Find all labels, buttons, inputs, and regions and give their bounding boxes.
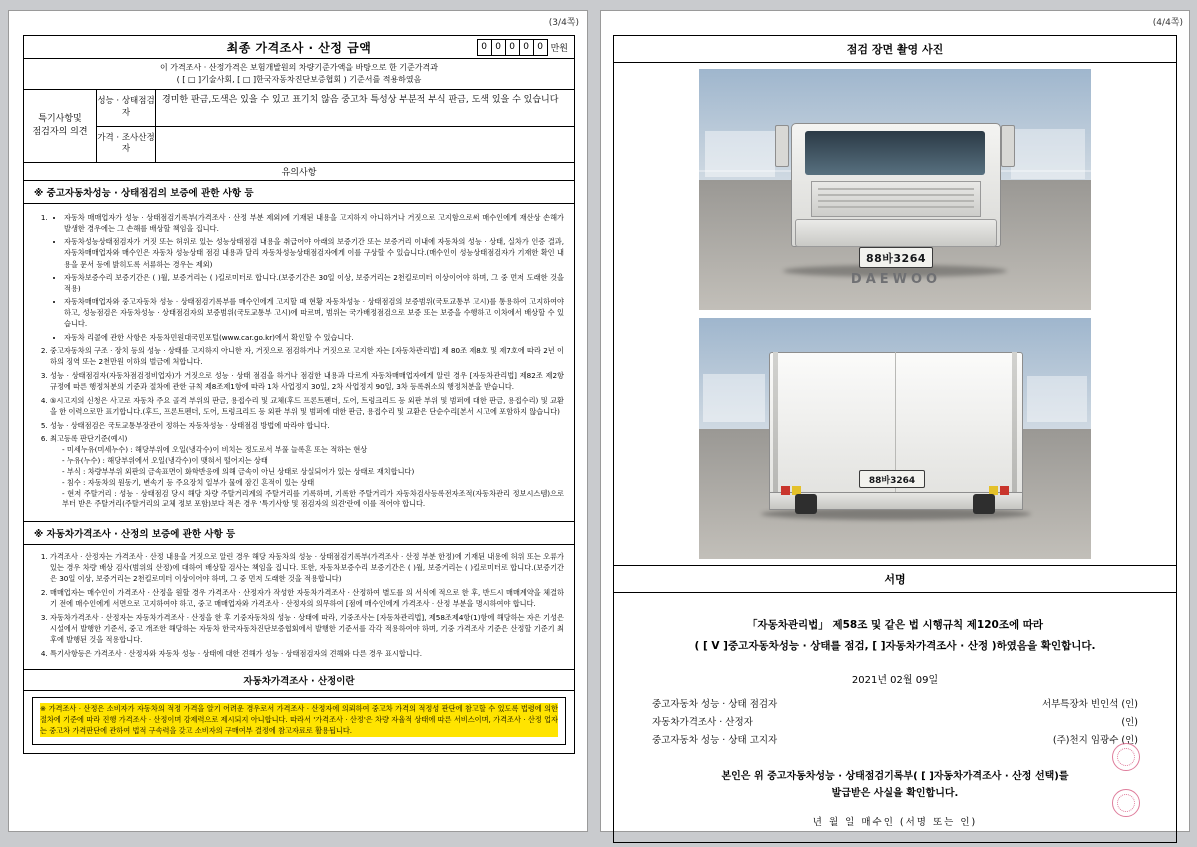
right-content — [613, 35, 1177, 843]
signature-row-notifier — [652, 732, 1138, 750]
section1-item-1-sub-5: • 자동차 리콜에 관한 사항은 자동차민원대국민포털(www.car.go.kr)에서 확인할 수 있습니다. — [64, 332, 564, 343]
front-mirror-left — [775, 125, 789, 167]
section1-item-5: 5. 성능 · 상태점검은 국토교통부장관이 정하는 자동차성능 · 상태점검 방법에 따라야 합니다. — [50, 420, 564, 431]
signature-body — [613, 593, 1177, 843]
front-photo-bg-truck-left — [705, 131, 775, 177]
signature-date: 2021년 02월 09일 — [851, 675, 939, 686]
photo-section-title: 점검 장면 촬영 사진 — [613, 35, 1177, 63]
section1-body — [23, 204, 575, 522]
pricing-definition-title: 자동차가격조사 · 산정이란 — [23, 670, 575, 691]
final-price-title: 최종 가격조사 · 산정 금액 — [226, 40, 372, 55]
front-mirror-right — [1001, 125, 1015, 167]
rear-view-photo — [699, 318, 1091, 559]
section1-item-1 — [50, 212, 564, 343]
photo-area — [613, 63, 1177, 566]
legal-line-1: 「자동차관리법」 제58조 및 같은 법 시행규칙 제120조에 따라 — [746, 619, 1044, 631]
signature-role-notifier: 중고자동차 성능 · 상태 고지자 — [652, 735, 778, 747]
rear-license-plate: 88바3264 — [859, 470, 925, 488]
opinion-row-inspector-value: 경미한 판금,도색은 있을 수 있고 표기치 않음 중고차 특성상 부분적 부식 판금, 도색 있을 수 있습니다 — [162, 95, 559, 105]
signature-role-inspector: 중고자동차 성능 · 상태 점검자 — [652, 699, 778, 710]
rear-photo-bg-truck-right — [1027, 376, 1087, 422]
pricing-definition-paragraph: ※ 가격조사 · 산정은 소비자가 자동차의 적정 가격을 알기 어려운 경우로서 가격조사 · 산정자에 의뢰하여 중고차 가격의 적정성 판단에 참고할 수 있도록 법령에 의한 절차에 기준에 따라 진행 가격조사 · 산정이며 강제력으로 제시되지 아니합니다. 따라서 '가격조사 · 산정'은 차량 자율적 상태에 따른 서비스이며, 가격조사 · 산정 업자는 중고차 가격판단에 관하여 법적 구속력을 갖고 소비자의 구매여부 결정에 참고자료로 활용됩니다. — [40, 704, 558, 736]
section2-item-4: 4. 특기사항등은 가격조사 · 산정자와 자동차 성능 · 상태에 대한 견해가 성능 · 상태점검자의 견해와 다른 경우 표시합니다. — [50, 648, 564, 659]
section1-item-3: 3. 성능 · 상태점검자(자동차점검정비업자)가 거짓으로 성능 · 상태 점검을 하거나 점검한 내용과 다르게 자동차매매업자에게 알린 경우 [자동차관리법] 제82조 제2항 규정에 따른 행정처분의 기준과 절차에 관한 규칙 제8조제1항에 따라 1차 사업정지 30일, 2차 사업정지 90일, 3차 등록취소의 행정처분을 받습니다. — [50, 370, 564, 392]
amount-digit-2: 0 — [505, 39, 519, 56]
front-view-photo — [699, 69, 1091, 310]
amount-unit: 만원 — [550, 44, 568, 54]
section1-item-6-sub-1: - 미세누유(미세누수) : 해당부위에 오일(냉각수)이 비치는 정도로서 부풀 늘록흔 또는 적하는 현상 — [62, 445, 564, 456]
amount-digit-cells — [477, 39, 548, 56]
caution-header: 유의사항 — [23, 163, 575, 181]
section1-item-6-sub-4: - 침수 : 자동차의 원동기, 변속기 등 주요장치 일부가 물에 잠긴 흔적이 있는 상태 — [62, 478, 564, 489]
section2-list — [34, 551, 564, 659]
section1-list — [34, 212, 564, 510]
left-sheet — [8, 10, 588, 832]
amount-digit-1: 0 — [491, 39, 505, 56]
front-photo-bg-truck-right — [1011, 129, 1085, 179]
section2-body — [23, 545, 575, 670]
section2-item-1: 1. 가격조사 · 산정자는 가격조사 · 산정 내용을 거짓으로 알린 경우 해당 자동차의 성능 · 상태점검기록부(가격조사 · 산정 부분 한정)에 기재된 내용에 허위 또는 오류가 있는 경우 차량 배상 검사(범위의 산정)에 대하여 배상할 검사는 책임을 집니다. 또한, 자동차보증수리 보증기간은 ( )월, 보증거리는 ( )킬로미터로 합니다.(보증기간은 30일 이상, 보증거리는 2천킬로미터 이상이어야 하며, 그 중 먼저 도래한 것을 적용합니다) — [50, 551, 564, 584]
section1-title: ※ 중고자동차성능 · 상태점검의 보증에 관한 사항 등 — [23, 181, 575, 204]
left-page-number: (3/4쪽) — [548, 18, 579, 28]
pricing-definition-body — [23, 691, 575, 753]
opinion-row-appraiser-value — [156, 127, 574, 163]
buyer-signature-line: 년 월 일 매수인 (서명 또는 인) — [812, 817, 978, 828]
section1-item-1-sub-3: • 자동차보증수리 보증기간은 ( )월, 보증거리는 ( )킬로미터로 합니다.(보증기간은 30일 이상, 보증거리는 2천킬로미터 이상이어야 하며, 그 중 먼저 도래한 것을 적용) — [64, 272, 564, 294]
front-license-plate: 88바3264 — [859, 247, 933, 268]
front-windshield — [805, 131, 985, 175]
rear-hinge-left — [773, 352, 778, 498]
buyer-confirmation-line1: 본인은 위 중고자동차성능 · 상태점검기록부( [ ]자동차가격조사 · 산정 선택)를 — [721, 771, 1069, 782]
opinion-rows — [97, 90, 574, 162]
signature-name-notifier: (주)천지 임광수 (인) — [1052, 735, 1138, 747]
rear-wheel-right — [973, 494, 995, 514]
opinion-table-label: 특기사항및 점검자의 의견 — [24, 90, 97, 162]
price-basis-note — [23, 58, 575, 89]
amount-digit-0: 0 — [477, 39, 491, 56]
opinion-row-appraiser — [97, 126, 574, 163]
price-basis-line1: 이 가격조사 · 산정가격은 보험개발원의 차량기준가액을 바탕으로 한 기준가격과 — [160, 63, 438, 72]
section1-item-6-sub-2: - 누유(누수) : 해당부위에서 오일(냉각수)이 맺혀서 떨어지는 상태 — [62, 456, 564, 467]
buyer-confirmation — [614, 768, 1176, 802]
signature-name-inspector: 서부특장차 빈인석 (인) — [1041, 699, 1138, 710]
legal-line-2: ( [ V ]중고자동차성능 · 상태를 점검, [ ]자동차가격조사 · 산정 )하였음을 확인합니다. — [694, 640, 1096, 652]
amount-digit-3: 0 — [519, 39, 533, 56]
buyer-confirmation-line2: 발급받은 사실을 확인합니다. — [831, 788, 959, 799]
section1-item-1-sub-1: • 1. 자동차 매매업자가 성능 · 상태점검기록부(가격조사 · 산정 부분 제외)에 기재된 내용을 고지하지 아니하거나 거짓으로 고지함으로써 매수인에게 재산상 손해가 발생한 경우에는 그 손해를 배상할 책임을 집니다. — [64, 212, 564, 234]
section2-title: ※ 자동차가격조사 · 산정의 보증에 관한 사항 등 — [23, 522, 575, 545]
section1-item-4: 4. ⑤시고지의 신청은 사고로 자동차 주요 골격 부위의 판금, 용접수리 및 교체(후드 프론트펜더, 도어, 트렁크리드 등 외판 부위 및 범퍼에 대한 판금, 용접수리) 및 교환을 한 이력으로만 표기합니다.(후드, 프론트펜더, 도어, 트렁크리드 등 외판 부위 및 범퍼에 대한 판금, 용접수리 및 교환은 단순수리[본서 시고에 포함하지 않습니다) — [50, 395, 564, 417]
signature-row-appraiser — [652, 714, 1138, 732]
rear-hinge-right — [1012, 352, 1017, 498]
section1-item-1-sub-2: • 자동차성능상태점검자가 거짓 또는 허위로 있는 성능상태점검 내용을 취급어야 아래의 보증기간 또는 보증거리 이내에 자동차의 성능 · 상태, 실차가 인증 결과, 자동차매매업자와 매수인은 자동차 성능상태 점검 내용과 달리 자동차성능상태점검자에게 이를 구상할 수 있습니다.(매수인이 성능상태점검자가 기재한 확인 내용을 문서 등에 밝히도록 서류하는 경우는 제외) — [64, 236, 564, 269]
signature-name-appraiser: (인) — [1121, 717, 1138, 729]
rear-photo-bg-truck-left — [703, 374, 765, 422]
opinion-row-inspector-label: 성능 · 상태점검자 — [97, 90, 156, 126]
opinion-table — [23, 89, 575, 163]
final-price-title-row — [23, 35, 575, 58]
front-bumper — [795, 219, 997, 247]
final-price-amount — [477, 39, 568, 56]
pricing-definition-inner — [32, 697, 566, 744]
seal-stamp-inspector — [1112, 743, 1140, 771]
signature-row-inspector — [652, 696, 1138, 714]
right-sheet — [600, 10, 1190, 832]
rear-wheel-left — [795, 494, 817, 514]
rear-reflector-red-2 — [1000, 486, 1009, 495]
rear-reflector-red-1 — [781, 486, 790, 495]
signature-section-title: 서명 — [613, 566, 1177, 593]
signature-role-appraiser: 자동차가격조사 · 산정자 — [652, 717, 753, 729]
section2-item-2: 2. 매매업자는 매수인이 가격조사 · 산정을 원할 경우 가격조사 · 산정자가 작성한 자동차가격조사 · 산정하여 별도를 의 서식에 적으로 한 후, 반드시 매매계약을 체결하기 전에 매수인에게 서면으로 고지하여야 하고, 중고 매매업자와 가격조사 · 산정자의 의무하여 [점에 매수인에게 가격조사 · 산정 부분을 명시하여야 합니다. — [50, 587, 564, 609]
left-content — [23, 35, 575, 754]
section1-item-6-text: 최고등록 판단기준(예시) — [50, 434, 128, 444]
opinion-row-inspector — [97, 90, 574, 126]
signature-rows — [626, 696, 1164, 750]
price-basis-line2: ( [ □ ]기술사회, [ □ ]한국자동차진단보증협회 ) 기준서를 적용하였음 — [176, 75, 422, 84]
section1-item-2: 2. 중고자동차의 구조 · 장치 등의 성능 · 상태를 고지하지 아니한 자, 거짓으로 점검하거나 거짓으로 고지한 자는 [자동차관리법] 제 80조 제8호 및 제7호에 따라 2년 이하의 징역 또는 2천만원 이하의 벌금에 처합니다. — [50, 345, 564, 367]
section2-item-3: 3. 자동차가격조사 · 산정자는 자동차가격조사 · 산정을 한 후 기중자동차의 성능 · 상태에 따라, 기중조사는 [자동차관리법], 제58조제4항(1)항에 해당하는 자은 기성은 시설에서 발행한 기준서, 중고 개조한 해당하는 자동차 한국자동차진단보증협회에서 발행한 기준서를 각각 적용하여야 하며, 기중 가격조사 기준은 산정할 기준기 최후에 발행된 것을 적용합니다. — [50, 612, 564, 645]
opinion-row-appraiser-label: 가격 · 조사산정자 — [97, 127, 156, 163]
right-page-number: (4/4쪽) — [1152, 18, 1183, 28]
section1-item-6-sub-5: - 현저 주탈거리 : 성능 · 상태점검 당시 해당 차량 주탈거리계의 주탈거리를 기록하며, 기록한 주탈거리가 자동차검사등록전자조적(자동차관리 정보시스템)으로부터 받은 주탈거리(주탈거리의 교체 정보 포함)보다 적은 경우 '특기사항 및 점검자의 의견'란에 이를 적어야 합니다. — [62, 489, 564, 511]
section1-item-6 — [50, 433, 564, 510]
section1-item-1-subs — [50, 212, 564, 343]
amount-digit-4: 0 — [533, 39, 548, 56]
section1-item-6-subs — [50, 445, 564, 510]
section1-item-6-sub-3: - 부식 : 차량부부위 외판의 금속표면이 화학반응에 의해 금속이 아닌 상태로 상실되어가 있는 상태로 재치합니다) — [62, 467, 564, 478]
section1-item-1-sub-4: • 자동차매매업자와 중고자동차 성능 · 상태점검기록부를 매수인에게 고지할 때 현황 자동차성능 · 상태점검의 보증범위(국토교통부 고시)를 통용하여 고지하여야 하고, 성능점검은 자동차성능 · 상태점검자의 보증범위(국토교통부 고시)에 따르며, 범위는 국가배정점검으로 보증 또는 보증을 수행하고 이차에서 배상할 수 있습니다. — [64, 296, 564, 329]
front-truck-brand-badge: DAEWOO — [850, 272, 942, 287]
front-grille — [811, 181, 981, 217]
